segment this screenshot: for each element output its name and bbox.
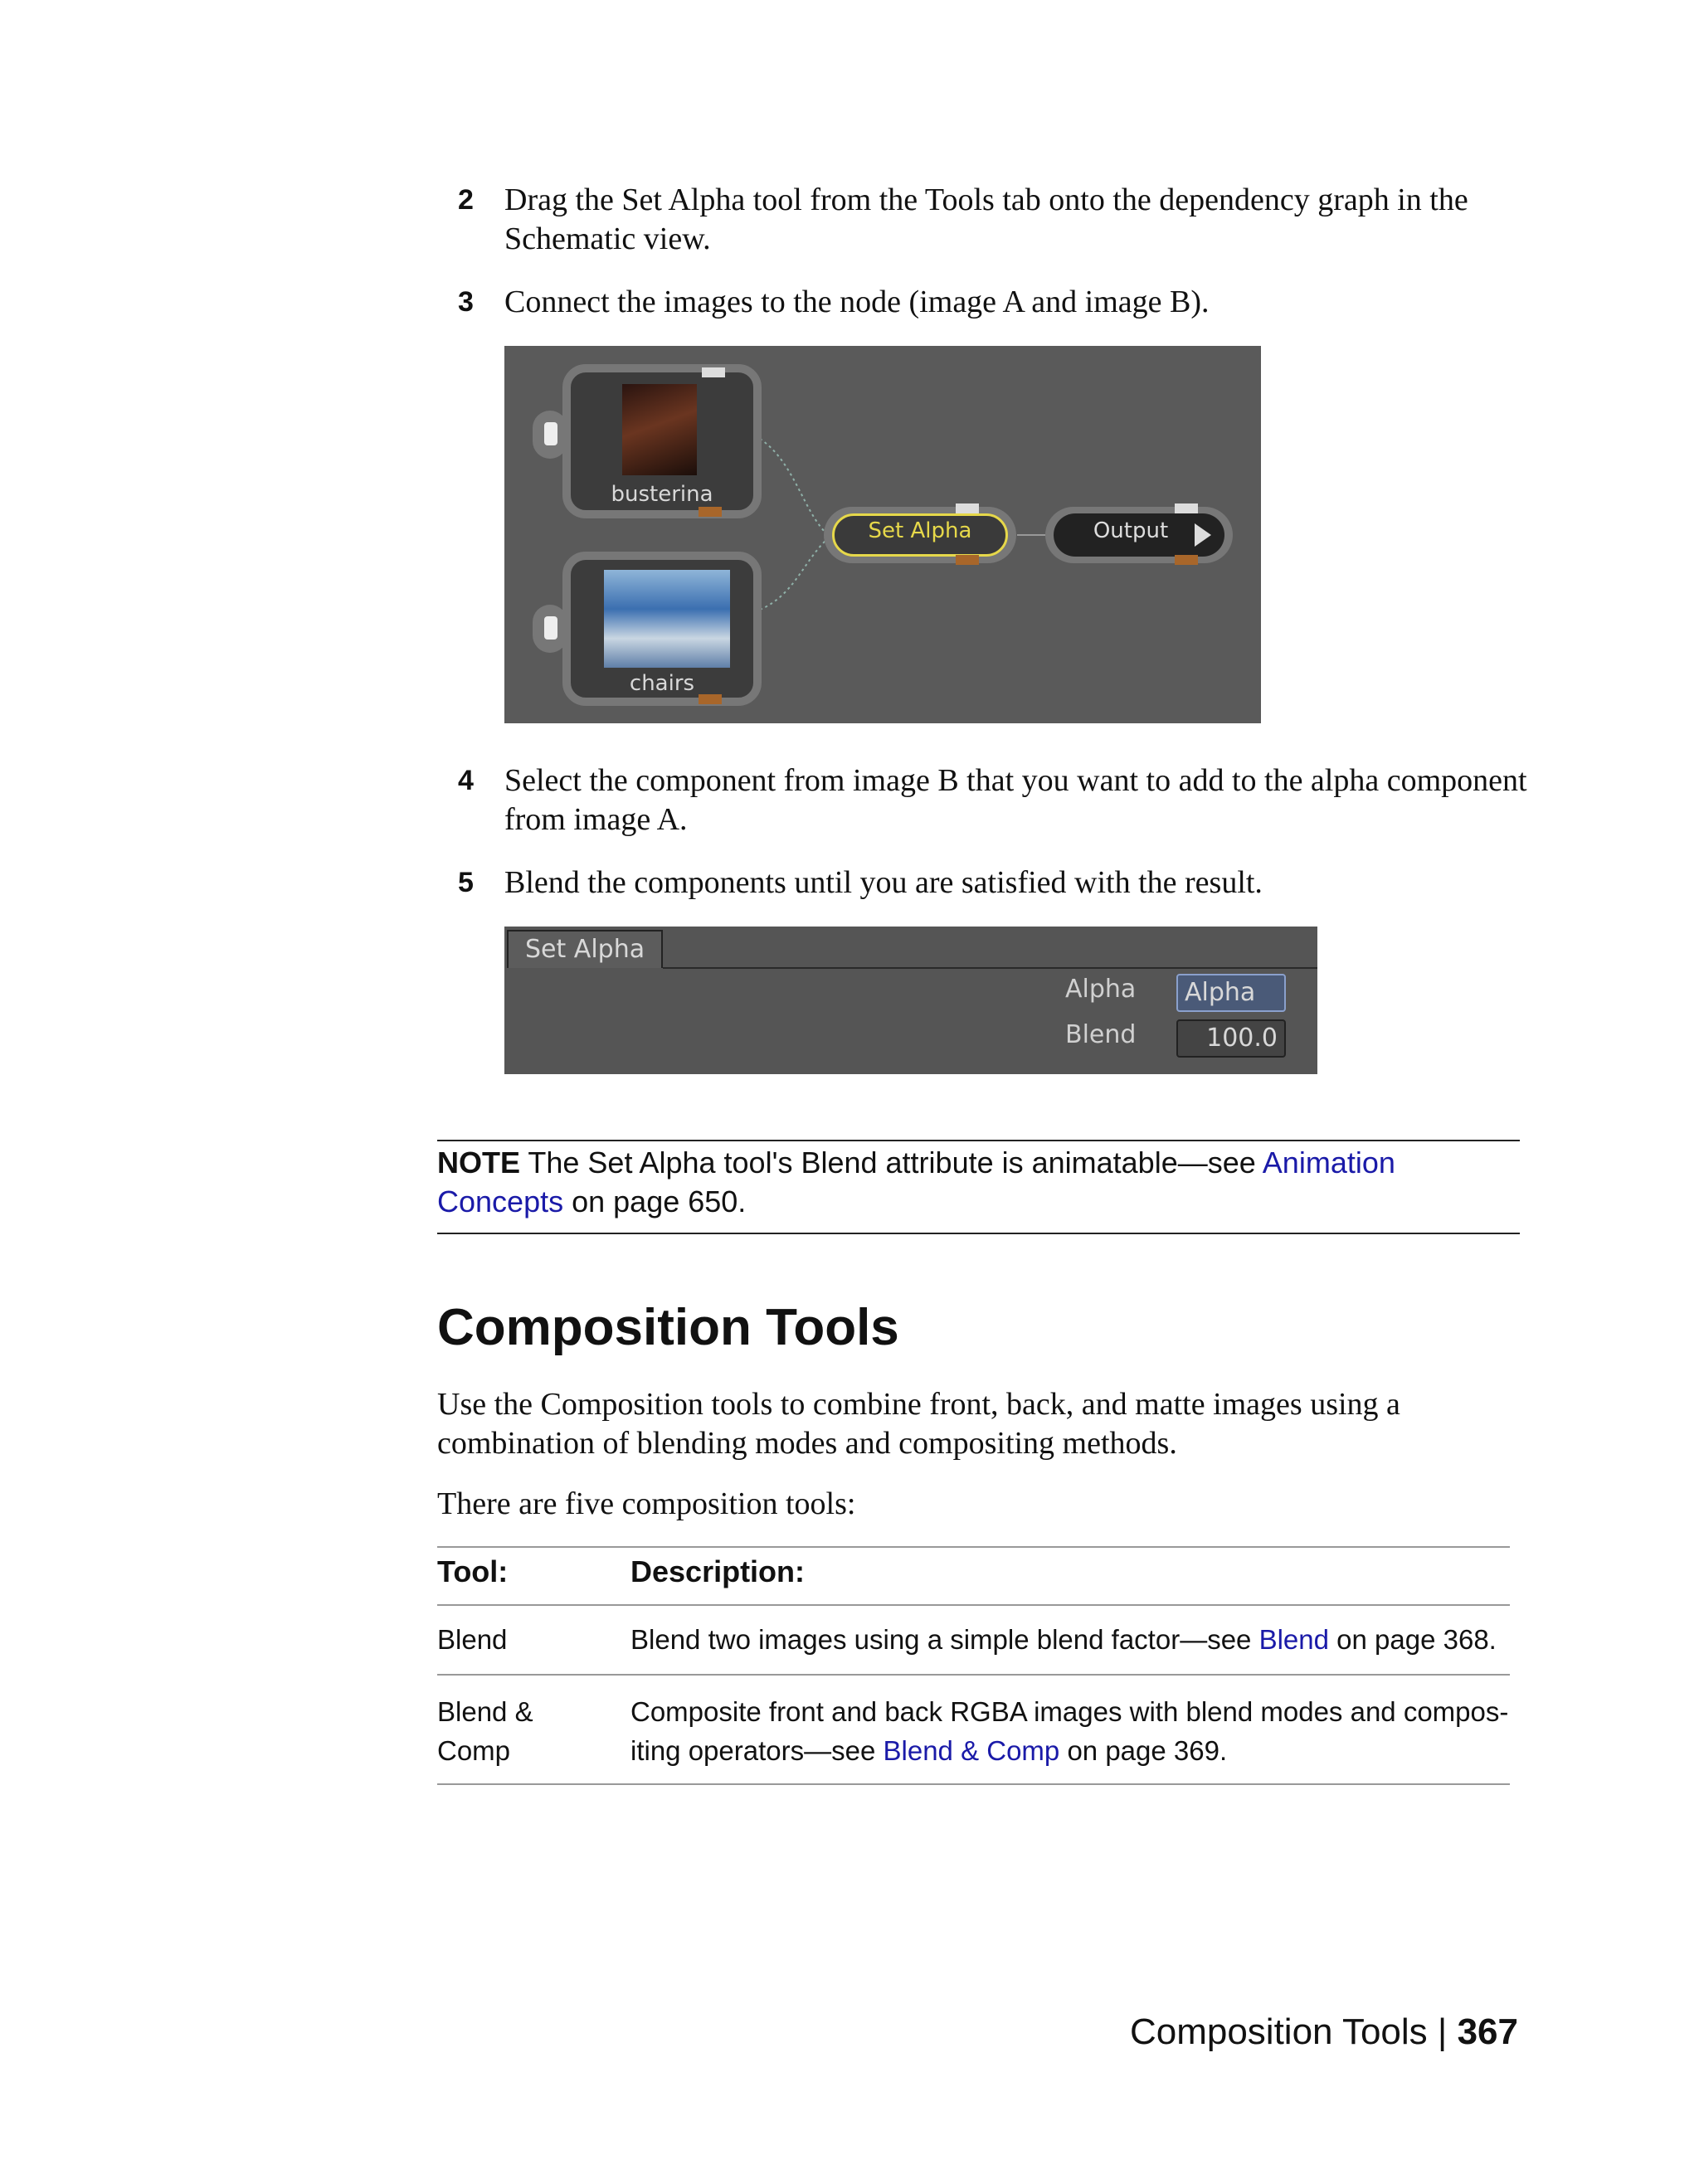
note-suffix: on page 650.: [572, 1184, 747, 1218]
step-text: Blend the components until you are satisfied with the result.: [504, 865, 1263, 900]
page-footer: [1130, 2011, 1518, 2053]
footer-separator: |: [1437, 2011, 1448, 2052]
divider: [437, 1233, 1520, 1234]
note-label: NOTE: [437, 1146, 521, 1180]
table-cell-tool: Blend: [437, 1624, 508, 1655]
table-rule: [437, 1674, 1510, 1676]
node-label: Set Alpha: [868, 518, 972, 543]
thumbnail-image: [622, 384, 697, 475]
table-cell-description: Composite front and back RGBA images with blend modes and compos- iting operators—see Blend & Comp on page 369.: [630, 1696, 1509, 1766]
node-port[interactable]: [702, 367, 725, 377]
blend-label: Blend: [1065, 1020, 1137, 1049]
node-port[interactable]: [956, 555, 979, 565]
node-port[interactable]: [956, 503, 979, 513]
node-label: chairs: [629, 671, 695, 696]
step-number: 5: [458, 867, 474, 898]
blend-value-field[interactable]: 100.0: [1176, 1019, 1286, 1058]
schematic-view-figure: [504, 346, 1261, 723]
set-alpha-attribute-panel: [504, 927, 1317, 1074]
step-number: 4: [458, 765, 474, 796]
step-text: Drag the Set Alpha tool from the Tools tab onto the dependency graph in the Schematic view.: [504, 182, 1468, 256]
blend-and-comp-link[interactable]: Blend & Comp: [883, 1735, 1060, 1766]
node-port[interactable]: [1175, 503, 1198, 513]
output-node[interactable]: [1045, 507, 1233, 563]
node-port[interactable]: [699, 507, 722, 517]
node-port[interactable]: [699, 694, 722, 704]
footer-section: Composition Tools: [1129, 2011, 1428, 2052]
step-number: 2: [458, 184, 474, 216]
table-rule: [437, 1546, 1510, 1548]
section-title: Composition Tools: [437, 1299, 899, 1356]
image-node-chairs[interactable]: [562, 552, 762, 706]
image-node-busterina[interactable]: [562, 364, 762, 518]
alpha-label: Alpha: [1065, 975, 1137, 1004]
divider: [437, 1140, 1520, 1141]
table-cell-description: Blend two images using a simple blend factor—see Blend on page 368.: [630, 1624, 1497, 1655]
blend-link[interactable]: Blend: [1258, 1624, 1329, 1655]
section-count-text: There are five composition tools:: [437, 1486, 856, 1521]
thumbnail-image: [604, 570, 730, 668]
node-label: busterina: [611, 482, 713, 507]
page-number: 367: [1457, 2011, 1518, 2052]
animation-concepts-link[interactable]: Animation Concepts: [437, 1146, 1395, 1218]
alpha-dropdown[interactable]: Alpha: [1176, 974, 1286, 1012]
node-port[interactable]: [1175, 555, 1198, 565]
table-rule: [437, 1604, 1510, 1606]
step-number: 3: [458, 286, 474, 318]
node-label: Output: [1093, 518, 1169, 543]
table-header-tool: Tool:: [437, 1554, 509, 1588]
step-text: Connect the images to the node (image A and image B).: [504, 285, 1210, 319]
note-text: The Set Alpha tool's Blend attribute is animatable—see: [528, 1146, 1256, 1180]
table-header-description: Description:: [630, 1554, 806, 1588]
table-rule: [437, 1783, 1510, 1785]
play-arrow-icon: [1195, 523, 1211, 547]
set-alpha-node[interactable]: [824, 507, 1016, 563]
tab-set-alpha[interactable]: Set Alpha: [507, 930, 663, 968]
section-intro: Use the Composition tools to combine front, back, and matte images using a combination of blending modes and compositing methods.: [437, 1387, 1400, 1461]
step-text: Select the component from image B that you want to add to the alpha component from image A.: [504, 763, 1527, 837]
note-block: [437, 1143, 1520, 1221]
table-cell-tool: Blend & Comp: [437, 1696, 533, 1766]
